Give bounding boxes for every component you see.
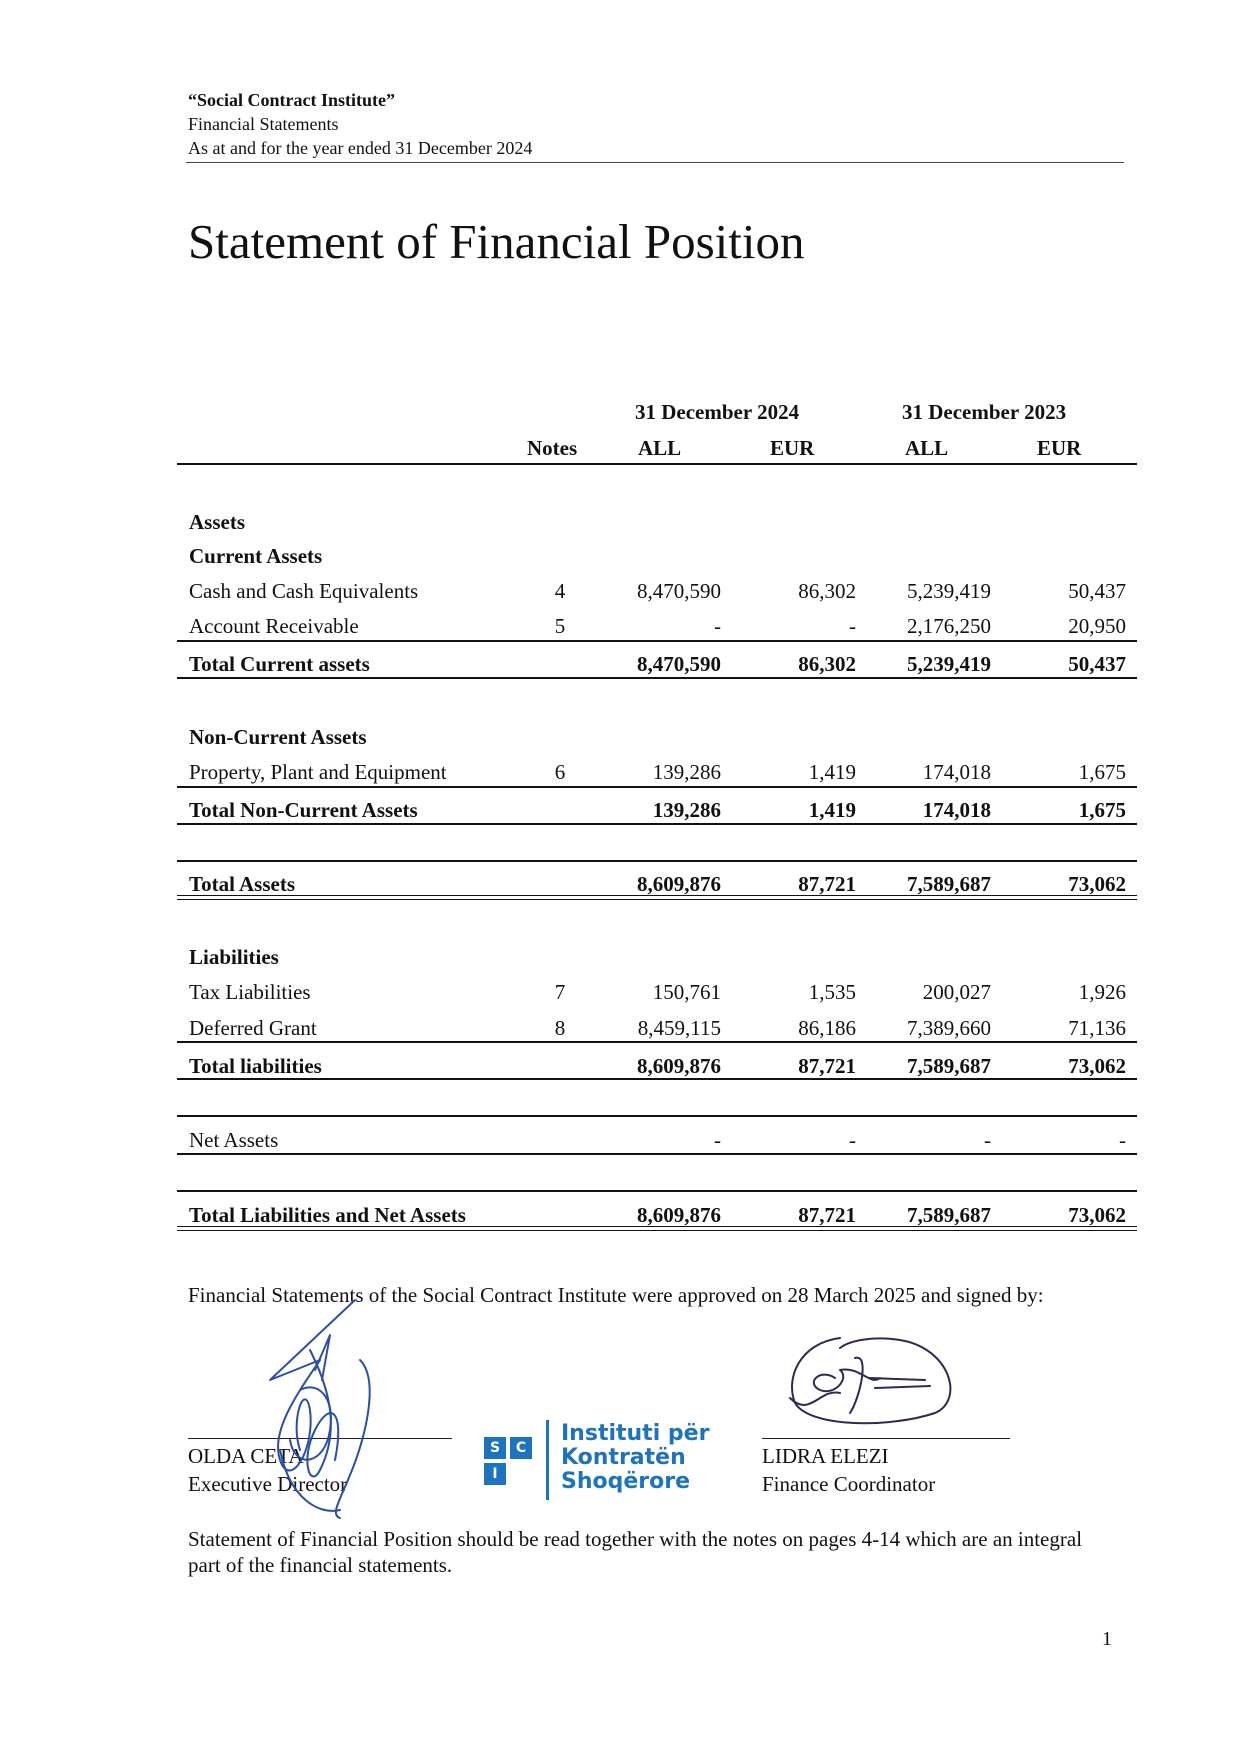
row-all-2023: 5,239,419: [907, 579, 991, 603]
row-all-2023: 174,018: [922, 760, 991, 784]
row-all-2024: 139,286: [652, 760, 721, 784]
row-label: Total liabilities: [189, 1054, 322, 1078]
row-eur-2023: 73,062: [1068, 872, 1126, 896]
row-eur-2023: 1,675: [1078, 760, 1126, 784]
row-label: Cash and Cash Equivalents: [189, 579, 419, 603]
table-row: [0, 610, 1240, 642]
table-rule: [177, 1190, 1137, 1192]
table-rule: [177, 1041, 1137, 1043]
row-eur-2024: 86,186: [798, 1016, 856, 1040]
row-all-2024: 8,609,876: [637, 1054, 721, 1078]
total-assets-double-rule: [177, 895, 1137, 900]
table-row: [0, 575, 1240, 607]
period-2023-heading: 31 December 2023: [902, 400, 1067, 424]
row-all-2023: 200,027: [922, 980, 991, 1004]
row-eur-2024: 86,302: [798, 652, 856, 676]
header-rule: [186, 162, 1124, 163]
row-note: 4: [554, 579, 566, 603]
row-eur-2024: 1,419: [808, 798, 856, 822]
row-eur-2024: 1,535: [808, 980, 856, 1004]
row-note: 5: [554, 614, 566, 638]
row-label: Assets: [189, 510, 245, 534]
row-all-2024: -: [714, 1128, 721, 1152]
row-label: Account Receivable: [189, 614, 359, 638]
row-all-2023: 7,589,687: [907, 1203, 991, 1227]
row-all-2024: -: [714, 614, 721, 638]
row-eur-2023: 1,675: [1078, 798, 1126, 822]
row-label: Total Liabilities and Net Assets: [189, 1203, 466, 1227]
all-2024-heading: ALL: [638, 436, 682, 460]
row-eur-2023: 50,437: [1068, 652, 1126, 676]
row-all-2024: 139,286: [652, 798, 721, 822]
row-all-2023: 2,176,250: [907, 614, 991, 638]
row-note: 7: [554, 980, 566, 1004]
table-row: [0, 1012, 1240, 1044]
row-all-2023: 7,389,660: [907, 1016, 991, 1040]
column-header-rule: [177, 463, 1137, 465]
row-label: Total Assets: [189, 872, 295, 896]
row-label: Tax Liabilities: [189, 980, 311, 1004]
row-label: Property, Plant and Equipment: [189, 760, 447, 784]
row-all-2023: 7,589,687: [907, 1054, 991, 1078]
row-all-2024: 8,470,590: [637, 652, 721, 676]
row-all-2024: 8,470,590: [637, 579, 721, 603]
row-eur-2024: -: [849, 1128, 856, 1152]
row-label: Net Assets: [189, 1128, 279, 1152]
row-all-2024: 8,459,115: [637, 1016, 721, 1040]
eur-2023-heading: EUR: [1037, 436, 1082, 460]
table-rule: [177, 823, 1137, 825]
row-eur-2023: -: [1119, 1128, 1126, 1152]
row-all-2024: 150,761: [652, 980, 721, 1004]
table-rule: [177, 677, 1137, 679]
page-title: Statement of Financial Position: [188, 214, 805, 269]
row-all-2023: 174,018: [922, 798, 991, 822]
table-rule: [177, 1153, 1137, 1155]
row-eur-2024: 87,721: [798, 1054, 856, 1078]
logo-line-1: Instituti për: [561, 1421, 710, 1446]
page-number: 1: [1102, 1628, 1112, 1650]
row-eur-2024: 1,419: [808, 760, 856, 784]
table-row: [0, 648, 1240, 680]
table-row: [0, 506, 1240, 538]
row-eur-2023: 71,136: [1068, 1016, 1126, 1040]
logo-line-2: Kontratën: [561, 1445, 686, 1470]
signatory-role-left: Executive Director: [188, 1472, 348, 1496]
table-row: [0, 756, 1240, 788]
signatory-name-right: LIDRA ELEZI: [762, 1444, 889, 1468]
row-eur-2024: 87,721: [798, 1203, 856, 1227]
total-liabilities-net-assets-double-rule: [177, 1226, 1137, 1231]
row-all-2023: -: [984, 1128, 991, 1152]
row-eur-2023: 20,950: [1068, 614, 1126, 638]
document-type: Financial Statements: [188, 114, 339, 134]
logo-divider: [546, 1420, 549, 1500]
row-eur-2024: 87,721: [798, 872, 856, 896]
row-label: Liabilities: [189, 945, 279, 969]
organization-name: “Social Contract Institute”: [188, 90, 395, 110]
approval-statement: Financial Statements of the Social Contract Institute were approved on 28 March 2025 and signed by:: [188, 1283, 1044, 1307]
all-2023-heading: ALL: [905, 436, 949, 460]
row-label: Deferred Grant: [189, 1016, 317, 1040]
row-eur-2023: 73,062: [1068, 1203, 1126, 1227]
logo-letter-i: I: [484, 1463, 506, 1485]
table-rule: [177, 640, 1137, 642]
row-eur-2023: 1,926: [1078, 980, 1126, 1004]
table-row: [0, 721, 1240, 753]
row-eur-2023: 73,062: [1068, 1054, 1126, 1078]
period-2024-heading: 31 December 2024: [635, 400, 800, 424]
table-rule: [177, 1115, 1137, 1117]
row-all-2024: 8,609,876: [637, 1203, 721, 1227]
row-eur-2024: 86,302: [798, 579, 856, 603]
logo-letter-c: C: [510, 1437, 532, 1459]
row-label: Non-Current Assets: [189, 725, 367, 749]
footer-note: Statement of Financial Position should be read together with the notes on pages 4-14 which are an integral part of the financial statements.: [188, 1527, 1083, 1577]
table-rule: [177, 1078, 1137, 1080]
row-label: Total Non-Current Assets: [189, 798, 418, 822]
table-row: [0, 540, 1240, 572]
row-all-2023: 5,239,419: [907, 652, 991, 676]
row-label: Total Current assets: [189, 652, 370, 676]
table-row: [0, 941, 1240, 973]
table-row: [0, 976, 1240, 1008]
notes-heading: Notes: [527, 436, 578, 460]
table-row: [0, 794, 1240, 826]
row-all-2023: 7,589,687: [907, 872, 991, 896]
reporting-period: As at and for the year ended 31 December 2024: [188, 138, 533, 158]
eur-2024-heading: EUR: [770, 436, 815, 460]
table-row: [0, 1124, 1240, 1156]
signature-left-image: [260, 1300, 400, 1520]
logo-letter-s: S: [484, 1437, 506, 1459]
row-label: Current Assets: [189, 544, 323, 568]
row-note: 6: [554, 760, 566, 784]
table-rule: [177, 786, 1137, 788]
table-rule: [177, 860, 1137, 862]
signatory-name-left: OLDA CETA: [188, 1444, 304, 1468]
logo-line-3: Shoqërore: [561, 1469, 691, 1494]
row-note: 8: [554, 1016, 566, 1040]
signatory-role-right: Finance Coordinator: [762, 1472, 936, 1496]
row-eur-2024: -: [849, 614, 856, 638]
row-eur-2023: 50,437: [1068, 579, 1126, 603]
signature-right-image: [780, 1328, 960, 1448]
row-all-2024: 8,609,876: [637, 872, 721, 896]
